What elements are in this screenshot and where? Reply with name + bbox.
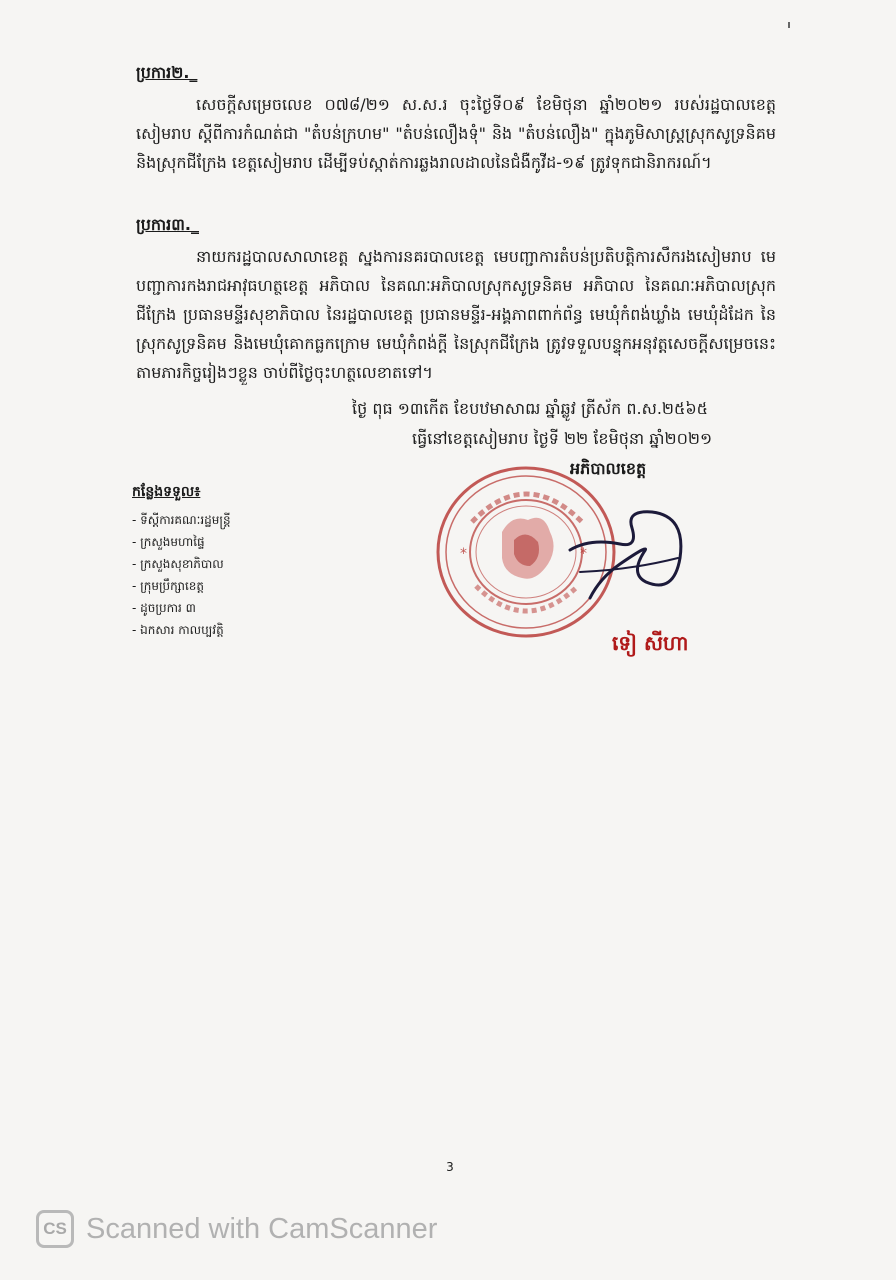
camscanner-logo-icon: CS [36, 1210, 74, 1248]
article-3-text: នាយករដ្ឋបាលសាលាខេត្ត ស្នងការនគរបាលខេត្ត មេបញ្ជាការតំបន់ប្រតិបត្តិការសឹករងសៀមរាប មេបញ្ជាការកងរាជអាវុធហត្ថខេត្ត អភិបាល នៃគណៈអភិបាលស្រុកសូទ្រនិគម អភិបាល នៃគណៈអភិបាលស្រុកជីក្រែង ប្រធានមន្ទីរសុខាភិបាល នៃរដ្ឋបាលខេត្ត ប្រធានមន្ទីរ-អង្គភាពពាក់ព័ន្ធ មេឃុំកំពង់ឃ្លាំង មេឃុំដំដែក នៃស្រុកសូទ្រនិគម និងមេឃុំគោកធ្លកក្រោម មេឃុំកំពង់ក្ដី នៃស្រុកជីក្រែង ត្រូវទទួលបន្ទុកអនុវត្តសេចក្ដីសម្រេចនេះតាមភារកិច្ចរៀងៗខ្លួន ចាប់ពីថ្ងៃចុះហត្ថលេខាតទៅ។ [136, 247, 776, 382]
recipient-item: - ក្រសួងមហាផ្ទៃ [132, 531, 392, 553]
recipients-title: កន្លែងទទួល៖ [132, 484, 201, 500]
signature-icon [560, 498, 700, 618]
solar-date: ធ្វើនៅខេត្តសៀមរាប ថ្ងៃទី ២២ ខែមិថុនា ឆ្នាំ២០២១ [412, 429, 713, 448]
lunar-date: ថ្ងៃ ពុធ ១៣កើត ខែបឋមាសាឍ ឆ្នាំឆ្លូវ ត្រីស័ក ព.ស.២៥៦៥ [352, 399, 708, 418]
recipient-item: - ក្រុមប្រឹក្សាខេត្ត [132, 575, 392, 597]
recipient-item: - ទីស្ដីការគណៈរដ្ឋមន្ត្រី [132, 509, 392, 531]
article-2-heading: ប្រការ២._ [136, 63, 198, 82]
recipient-item: - ឯកសារ កាលប្បវត្តិ [132, 619, 392, 641]
recipient-item: - ដូចប្រការ ៣ [132, 597, 392, 619]
recipient-item: - ក្រសួងសុខាភិបាល [132, 553, 392, 575]
svg-text:*: * [460, 546, 467, 562]
article-2-text: សេចក្ដីសម្រេចលេខ ០៧៨/២១ ស.ស.រ ចុះថ្ងៃទី០៩ ខែមិថុនា ឆ្នាំ២០២១ របស់រដ្ឋបាលខេត្តសៀមរាប ស្តីពីការកំណត់ជា "តំបន់ក្រហម" "តំបន់លឿងទុំ" និង "តំបន់លឿង" ក្នុងភូមិសាស្ត្រស្រុកសូទ្រនិគម និងស្រុកជីក្រែង ខេត្តសៀមរាប ដើម្បីទប់ស្កាត់ការឆ្លងរាលដាលនៃជំងឺកូវីដ-១៩ ត្រូវទុកជានិរាករណ៍។ [136, 95, 776, 172]
governor-title: អភិបាលខេត្ត [570, 459, 647, 478]
svg-text:*: * [580, 546, 587, 562]
watermark-text: Scanned with CamScanner [86, 1212, 438, 1245]
article-3-heading: ប្រការ៣._ [136, 215, 199, 234]
signer-name: ទៀ សីហា [612, 631, 689, 655]
scan-speck [788, 22, 790, 28]
recipients-list [132, 482, 392, 641]
camscanner-watermark [36, 1208, 437, 1250]
page-number: 3 [446, 1160, 454, 1174]
